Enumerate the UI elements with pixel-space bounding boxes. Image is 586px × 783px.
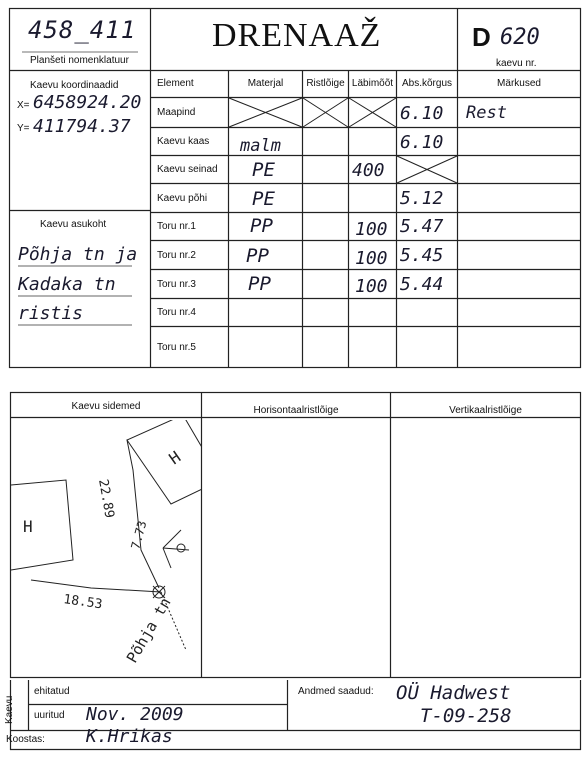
remark-value: Rest <box>466 103 507 123</box>
nomenclature-value: 458_411 <box>28 16 137 44</box>
material-value: PP <box>250 215 273 237</box>
page-title: DRENAAŽ <box>212 17 382 54</box>
data-source-company: OÜ Hadwest <box>396 682 511 704</box>
material-value: malm <box>240 136 281 156</box>
row-element: Kaevu kaas <box>157 136 210 147</box>
surveyed-value: Nov. 2009 <box>86 704 184 725</box>
street-label: Põhja tn <box>122 594 175 666</box>
well-letter: D <box>472 22 491 52</box>
material-value: PE <box>252 188 275 210</box>
dimension-label: 18.53 <box>62 592 104 613</box>
row-element: Kaevu seinad <box>157 164 218 175</box>
built-label: ehitatud <box>34 686 70 697</box>
col-header-materjal: Materjal <box>247 78 284 89</box>
x-prefix: X= <box>17 100 30 111</box>
row-element: Toru nr.5 <box>157 341 196 353</box>
abs-value: 5.44 <box>400 274 444 295</box>
abs-value: 6.10 <box>400 103 444 124</box>
compiled-value: K.Hrikas <box>86 726 173 747</box>
location-line-1: Põhja tn ja <box>18 244 138 265</box>
location-line-3: ristis <box>18 303 84 324</box>
diameter-value: 100 <box>355 248 388 269</box>
location-line-2: Kadaka tn <box>18 274 116 295</box>
dimension-label: 22.89 <box>95 478 117 520</box>
well-number: 620 <box>500 25 540 50</box>
location-label: Kaevu asukoht <box>40 219 107 230</box>
abs-value: 5.47 <box>400 216 444 237</box>
building-outline <box>11 480 73 570</box>
y-coordinate: 411794.37 <box>33 116 131 137</box>
abs-value: 5.12 <box>400 188 444 209</box>
building-outline <box>127 420 201 504</box>
surveyed-label: uuritud <box>34 710 65 721</box>
nomenclature-label: Planšeti nomenklatuur <box>30 55 129 66</box>
diameter-value: 400 <box>352 160 385 181</box>
col-header-labimoot: Läbimõõt <box>351 78 394 89</box>
data-source-label: Andmed saadud: <box>298 686 374 697</box>
row-element: Toru nr.4 <box>157 307 196 318</box>
col-header-abs: Abs.kõrgus <box>401 78 453 89</box>
material-value: PP <box>246 245 269 267</box>
side-label: Kaevu <box>4 695 15 724</box>
col-header-markused: Märkused <box>497 78 541 89</box>
well-label: kaevu nr. <box>496 58 537 69</box>
panel-title-horizontal: Horisontaalristlõige <box>253 404 339 416</box>
diameter-value: 100 <box>355 219 388 240</box>
x-coordinate: 6458924.20 <box>33 92 142 113</box>
col-header-ristloige: Ristlõige <box>306 78 345 89</box>
y-prefix: Y= <box>17 123 30 134</box>
row-element: Maapind <box>157 107 196 118</box>
abs-value: 5.45 <box>400 245 444 266</box>
house-mark: H <box>23 517 33 536</box>
panel-title-links: Kaevu sidemed <box>71 400 141 412</box>
row-element: Kaevu põhi <box>157 192 208 204</box>
material-value: PE <box>252 159 275 181</box>
row-element: Toru nr.3 <box>157 278 196 290</box>
well-location-sketch <box>11 420 201 675</box>
material-value: PP <box>248 273 271 295</box>
abs-value: 6.10 <box>400 132 444 153</box>
coordinates-label: Kaevu koordinaadid <box>30 80 119 91</box>
data-source-ref: T-09-258 <box>420 705 512 727</box>
house-mark: H <box>165 447 185 469</box>
row-element: Toru nr.2 <box>157 249 196 261</box>
dimension-label: 7.73 <box>128 519 150 551</box>
row-element: Toru nr.1 <box>157 221 196 232</box>
compiled-label: Koostas: <box>6 734 45 745</box>
col-header-element: Element <box>157 78 194 89</box>
diameter-value: 100 <box>355 276 388 297</box>
panel-title-vertical: Vertikaalristlõige <box>449 404 522 416</box>
